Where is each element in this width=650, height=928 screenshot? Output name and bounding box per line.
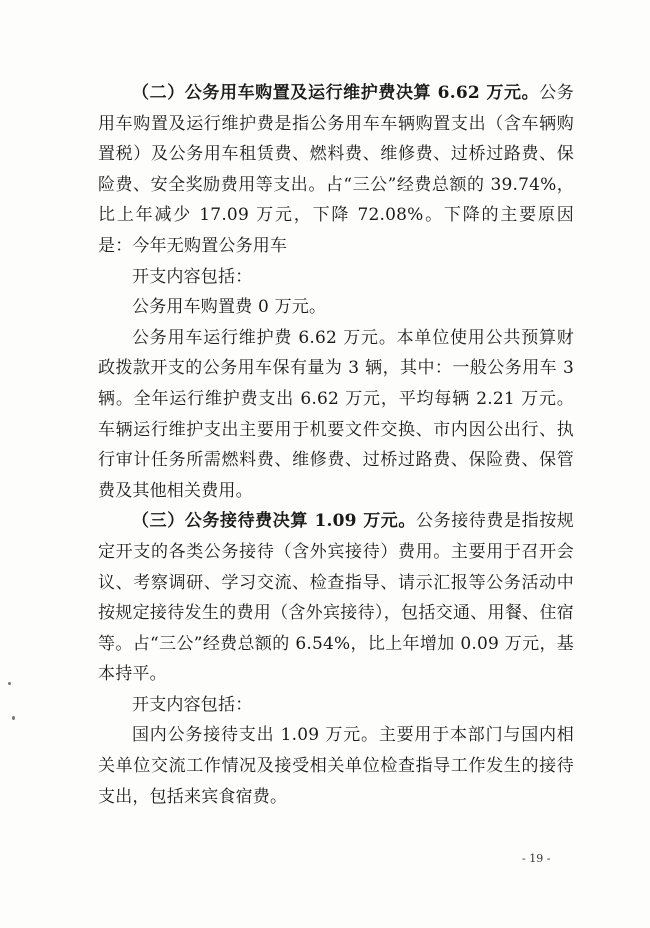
paragraph-text: 开支内容包括： [132, 266, 253, 287]
paragraph-text: 公务接待费是指按规定开支的各类公务接待（含外宾接待）费用。主要用于召开会议、考察调研、学习交流、检查指导、请示汇报等公务活动中按规定接待发生的费用（含外宾接待），包括交通、用餐、住宿等。占“三公”经费总额的 6.54%，比上年增加 0.09 万元，基本持平。 [98, 511, 574, 685]
paragraph-text: 开支内容包括： [132, 694, 253, 715]
section-heading-vehicle: （二）公务用车购置及运行维护费决算 6.62 万元。 [132, 83, 540, 103]
paragraph-reception-cost [98, 506, 574, 690]
paragraph-text: 公务用车购置及运行维护费是指公务用车车辆购置支出（含车辆购置税）及公务用车租赁费、燃料费、维修费、过桥过路费、保险费、安全奖励费用等支出。占“三公”经费总额的 39.74%，比上年减少 17.09 万元，下降 72.08%。下降的主要原因是：今年无购置公务用车 [98, 83, 574, 256]
paragraph-text: 国内公务接待支出 1.09 万元。主要用于本部门与国内相关单位交流工作情况及接受相关单位检查指导工作发生的接待支出，包括来宾食宿费。 [98, 725, 574, 807]
document-body [98, 78, 574, 812]
paragraph-vehicle-maintenance [98, 323, 574, 507]
paragraph-vehicle-purchase [98, 292, 574, 323]
scan-speck [8, 682, 11, 685]
scan-speck [12, 716, 15, 720]
paragraph-text: 公务用车运行维护费 6.62 万元。本单位使用公共预算财政拨款开支的公务用车保有量为 3 辆，其中：一般公务用车 3 辆。全年运行维护费支出 6.62 万元，平均每辆 2.21 万元。车辆运行维护支出主要用于机要文件交换、市内因公出行、执行审计任务所需燃料费、维修费、过桥过路费、保险费、保管费及其他相关费用。 [98, 327, 574, 501]
section-heading-reception: （三）公务接待费决算 1.09 万元。 [132, 511, 417, 532]
page-number: - 19 - [522, 852, 551, 865]
paragraph-vehicle-cost [98, 78, 574, 262]
paragraph-expense-items-2 [98, 690, 574, 721]
paragraph-domestic-reception [98, 720, 574, 812]
paragraph-text: 公务用车购置费 0 万元。 [132, 297, 327, 318]
paragraph-expense-items-1 [98, 262, 574, 293]
